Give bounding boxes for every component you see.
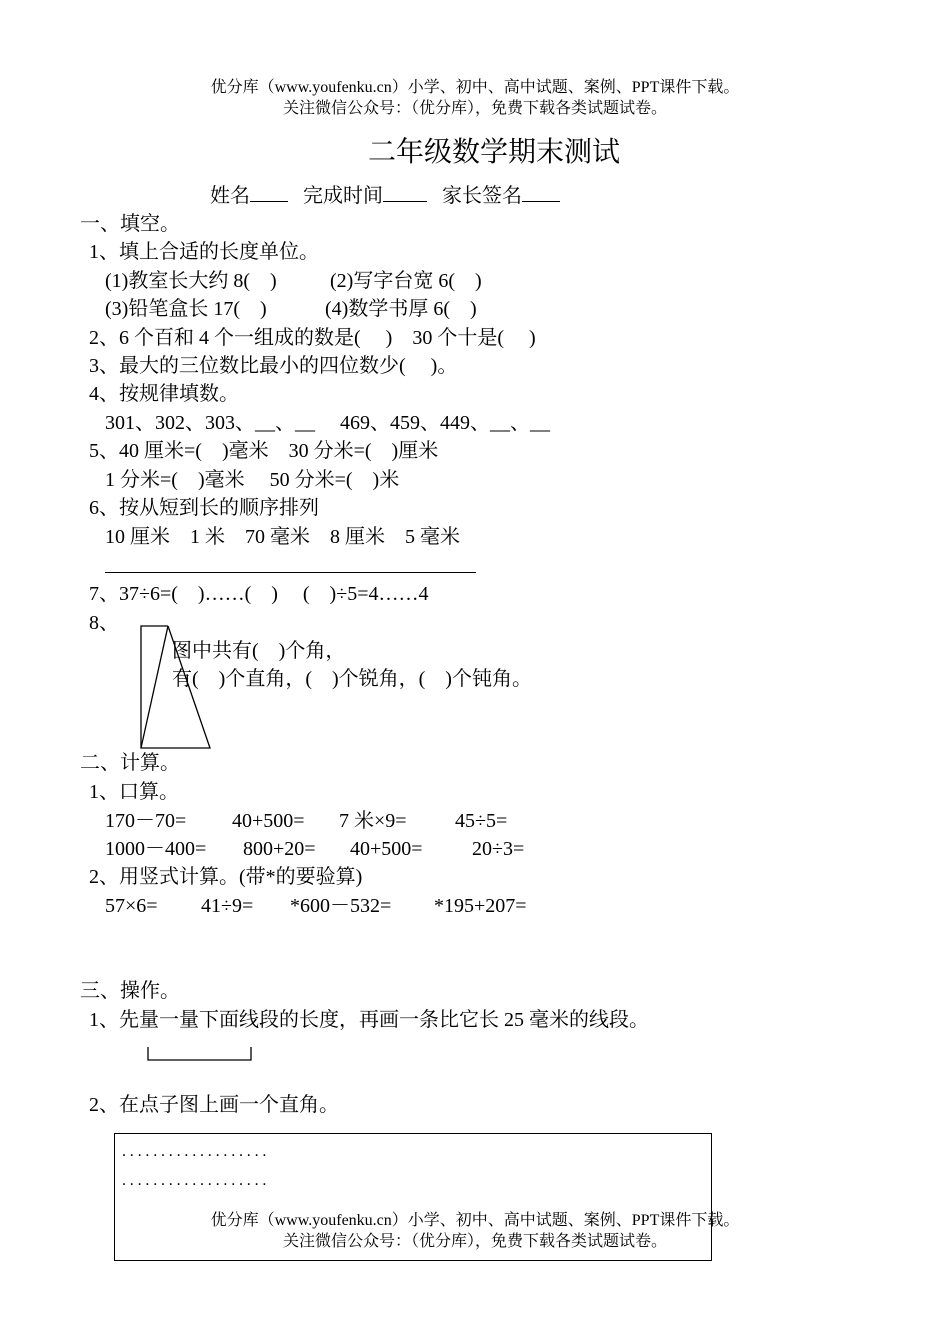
q1-1d: (4)数学书厚 6( ) xyxy=(325,298,477,320)
calc-10: 41÷9= xyxy=(201,895,254,917)
header-line-2: 关注微信公众号：（优分库），免费下载各类试题试卷。 xyxy=(282,100,667,117)
q1-7: 7、37÷6=( )……( ) ( )÷5=4……4 xyxy=(89,583,429,605)
q1-6a: 10 厘米 1 米 70 毫米 8 厘米 5 毫米 xyxy=(105,526,460,548)
header-line-1: 优分库（www.youfenku.cn）小学、初中、高中试题、案例、PPT课件下载。 xyxy=(210,79,740,96)
section1-heading: 一、填空。 xyxy=(80,213,180,235)
q1-3: 3、最大的三位数比最小的四位数少( )。 xyxy=(89,355,458,377)
calc-1: 170－70= xyxy=(105,810,187,832)
name-label: 姓名 xyxy=(210,185,250,207)
calc-6: 800+20= xyxy=(243,838,316,860)
calc-5: 1000－400= xyxy=(105,838,207,860)
figure-diagonal xyxy=(141,626,168,748)
q2-2: 2、用竖式计算。(带*的要验算) xyxy=(89,866,363,888)
q1-1b: (2)写字台宽 6( ) xyxy=(330,270,482,292)
footer-line-1: 优分库（www.youfenku.cn）小学、初中、高中试题、案例、PPT课件下载。 xyxy=(210,1212,740,1229)
q1-8a: 图中共有( )个角， xyxy=(172,640,346,662)
footer-line-2: 关注微信公众号：（优分库），免费下载各类试题试卷。 xyxy=(282,1233,667,1250)
q1-1a: (1)教室长大约 8( ) xyxy=(105,270,277,292)
dot-row-1: ................... xyxy=(122,1143,271,1160)
calc-12: *195+207= xyxy=(434,895,527,917)
q1-5b: 1 分米=( )毫米 50 分米=( )米 xyxy=(105,469,400,491)
calc-7: 40+500= xyxy=(350,838,423,860)
calc-8: 20÷3= xyxy=(472,838,525,860)
q1-8: 8、 xyxy=(89,612,119,634)
q3-1: 1、先量一量下面线段的长度，再画一条比它长 25 毫米的线段。 xyxy=(89,1009,649,1031)
q3-2: 2、在点子图上画一个直角。 xyxy=(89,1094,339,1116)
sign-label: 家长签名 xyxy=(442,185,522,207)
calc-3: 7 米×9= xyxy=(339,810,407,832)
q1-5a: 5、40 厘米=( )毫米 30 分米=( )厘米 xyxy=(89,440,439,462)
q1-8b: 有( )个直角，( )个锐角，( )个钝角。 xyxy=(172,668,532,690)
calc-11: *600－532= xyxy=(290,895,392,917)
section2-heading: 二、计算。 xyxy=(80,752,180,774)
measure-segment xyxy=(0,1040,300,1070)
q1-6: 6、按从短到长的顺序排列 xyxy=(89,497,319,519)
section3-heading: 三、操作。 xyxy=(80,980,180,1002)
q2-1: 1、口算。 xyxy=(89,781,179,803)
calc-2: 40+500= xyxy=(232,810,305,832)
time-label: 完成时间 xyxy=(303,185,383,207)
page-title: 二年级数学期末测试 xyxy=(367,137,620,168)
calc-9: 57×6= xyxy=(105,895,158,917)
dot-row-2: ................... xyxy=(122,1172,271,1189)
figure-outline xyxy=(141,626,210,748)
q1-4a: 301、302、303、__、__ 469、459、449、__、__ xyxy=(105,412,550,434)
q1-4: 4、按规律填数。 xyxy=(89,383,239,405)
calc-4: 45÷5= xyxy=(455,810,508,832)
q1-2: 2、6 个百和 4 个一组成的数是( ) 30 个十是( ) xyxy=(89,327,536,349)
q1-1: 1、填上合适的长度单位。 xyxy=(89,241,319,263)
q1-1c: (3)铅笔盒长 17( ) xyxy=(105,298,267,320)
